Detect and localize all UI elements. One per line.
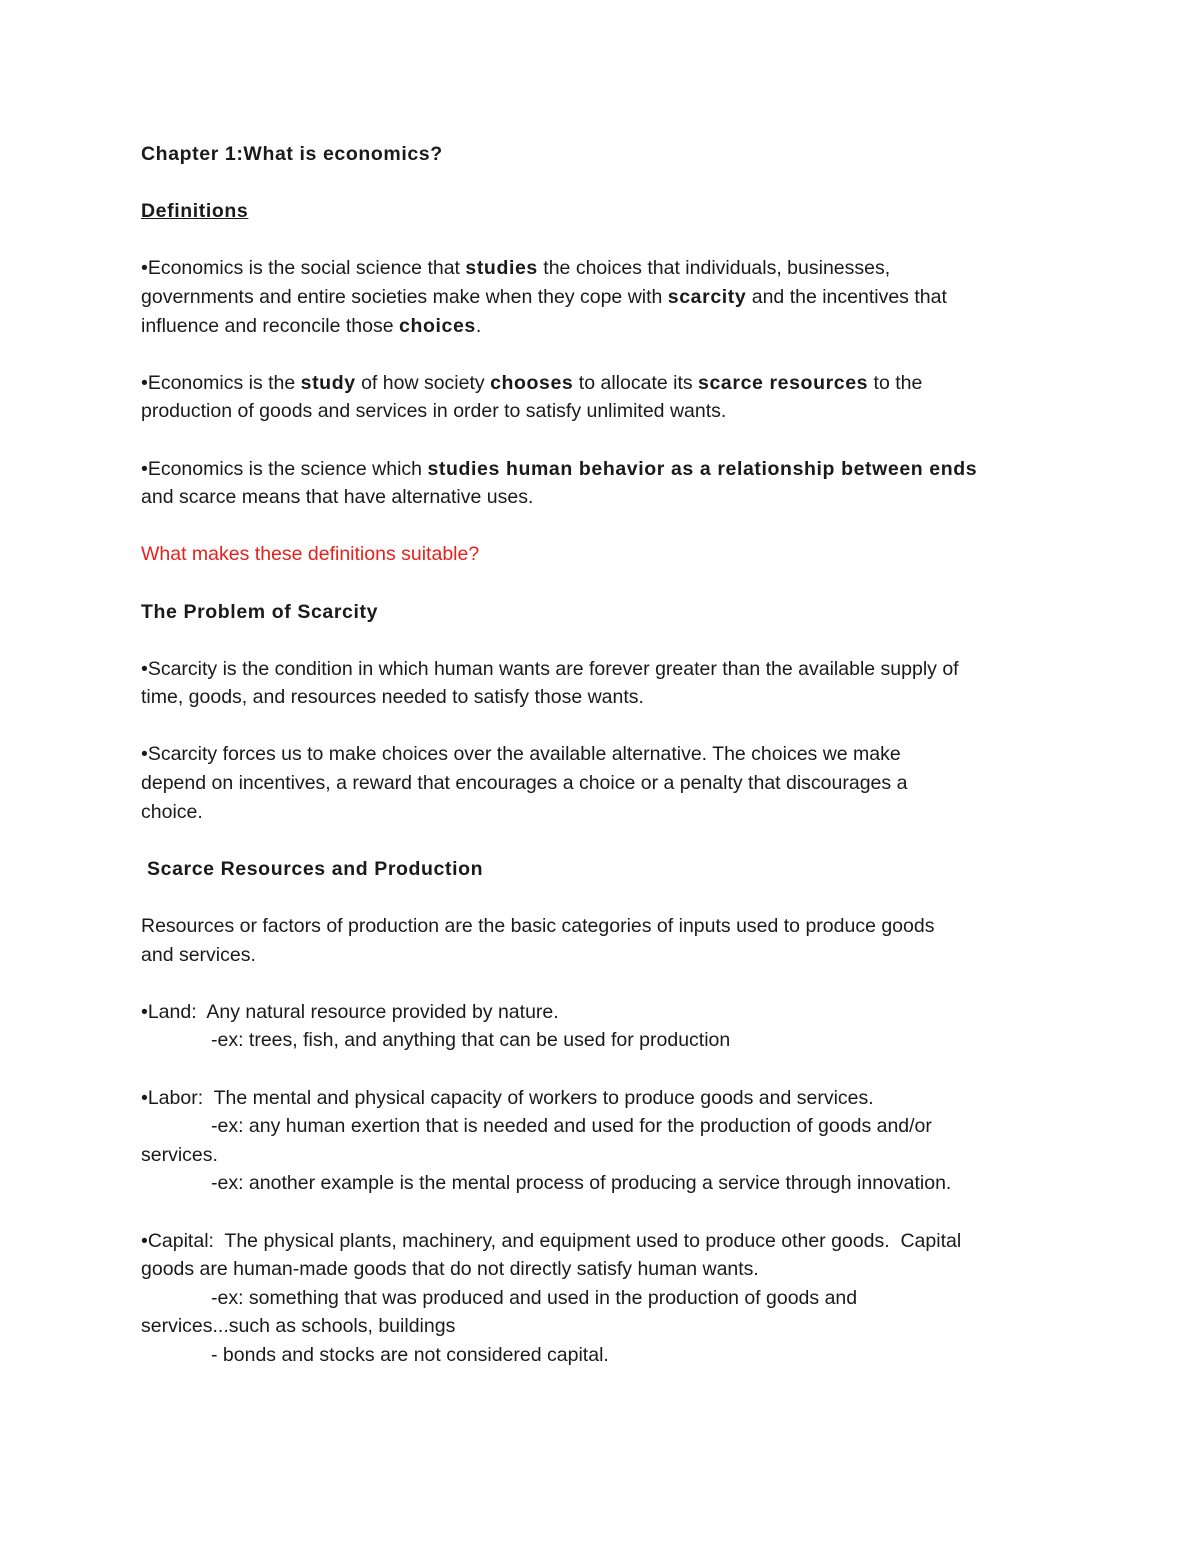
resources-intro-line-2: and services. — [141, 943, 256, 966]
text-run: •Economics is the science which — [141, 457, 428, 480]
chapter-title: Chapter 1:What is economics? — [141, 143, 443, 165]
spacer — [141, 226, 1071, 255]
scarcity-p2-line-2: depend on incentives, a reward that encourages a choice or a penalty that discourages a — [141, 772, 908, 795]
bold-term: studies human behavior as a relationship between ends — [427, 457, 978, 480]
spacer — [141, 1055, 1071, 1084]
labor-example-1-cont: services. — [141, 1143, 218, 1166]
spacer — [141, 826, 1071, 855]
text-run: to the — [868, 371, 923, 394]
spacer — [141, 1198, 1071, 1227]
bold-term: scarce resources — [698, 371, 869, 394]
bold-term: scarcity — [667, 285, 747, 308]
spacer — [141, 340, 1071, 369]
land-example: -ex: trees, fish, and anything that can be used for production — [211, 1029, 731, 1052]
spacer — [141, 712, 1071, 741]
definition-1-line-1 — [141, 254, 1071, 283]
spacer — [141, 169, 1071, 198]
text-run: influence and reconcile those — [141, 314, 400, 337]
text-run: of how society — [355, 371, 491, 394]
scarcity-p2-line-3: choice. — [141, 800, 203, 823]
scarcity-heading: The Problem of Scarcity — [141, 600, 379, 623]
scarcity-p1-line-2: time, goods, and resources needed to satisfy those wants. — [141, 686, 644, 709]
definition-3-line-2: and scarce means that have alternative uses. — [141, 486, 534, 509]
document-page — [141, 140, 1071, 1370]
scarcity-p1-line-1: •Scarcity is the condition in which human wants are forever greater than the available supply of — [141, 657, 959, 680]
bold-term: studies — [465, 257, 538, 280]
bold-term: chooses — [490, 371, 574, 394]
text-run: the choices that individuals, businesses, — [537, 257, 891, 280]
resources-heading: Scarce Resources and Production — [141, 857, 484, 880]
bold-term: choices — [399, 314, 476, 337]
spacer — [141, 512, 1071, 541]
labor-example-2: -ex: another example is the mental process of producing a service through innovation. — [211, 1172, 952, 1195]
spacer — [141, 883, 1071, 912]
definition-1-line-2 — [141, 283, 1071, 312]
definitions-question: What makes these definitions suitable? — [141, 543, 480, 566]
spacer — [141, 426, 1071, 455]
text-run: . — [475, 314, 482, 337]
definitions-heading-line — [141, 197, 1071, 226]
bold-term: study — [300, 371, 356, 394]
capital-line-1: •Capital: The physical plants, machinery, and equipment used to produce other goods. Capital — [141, 1229, 962, 1252]
capital-example-1: -ex: something that was produced and used in the production of goods and — [211, 1286, 858, 1309]
definition-3-line-1 — [141, 455, 1071, 484]
text-run: •Economics is the social science that — [141, 257, 466, 280]
labor-line: •Labor: The mental and physical capacity of workers to produce goods and services. — [141, 1086, 874, 1109]
text-run: governments and entire societies make when they cope with — [141, 285, 668, 308]
text-run: and the incentives that — [746, 285, 947, 308]
spacer — [141, 569, 1071, 598]
capital-example-2: - bonds and stocks are not considered capital. — [211, 1343, 609, 1366]
capital-line-2: goods are human-made goods that do not directly satisfy human wants. — [141, 1258, 759, 1281]
text-run: •Economics is the — [141, 371, 301, 394]
capital-example-1-cont: services...such as schools, buildings — [141, 1315, 456, 1338]
resources-intro-line-1: Resources or factors of production are the basic categories of inputs used to produce goods — [141, 915, 935, 938]
scarcity-p2-line-1: •Scarcity forces us to make choices over the available alternative. The choices we make — [141, 743, 901, 766]
definition-2-line-1 — [141, 369, 1071, 398]
labor-example-1: -ex: any human exertion that is needed and used for the production of goods and/or — [211, 1115, 932, 1138]
definition-2-line-2: production of goods and services in order to satisfy unlimited wants. — [141, 400, 727, 423]
land-line: •Land: Any natural resource provided by nature. — [141, 1000, 559, 1023]
definition-1-line-3 — [141, 312, 1071, 341]
spacer — [141, 626, 1071, 655]
text-run: to allocate its — [573, 371, 699, 394]
definitions-heading: Definitions — [141, 200, 249, 223]
spacer — [141, 969, 1071, 998]
